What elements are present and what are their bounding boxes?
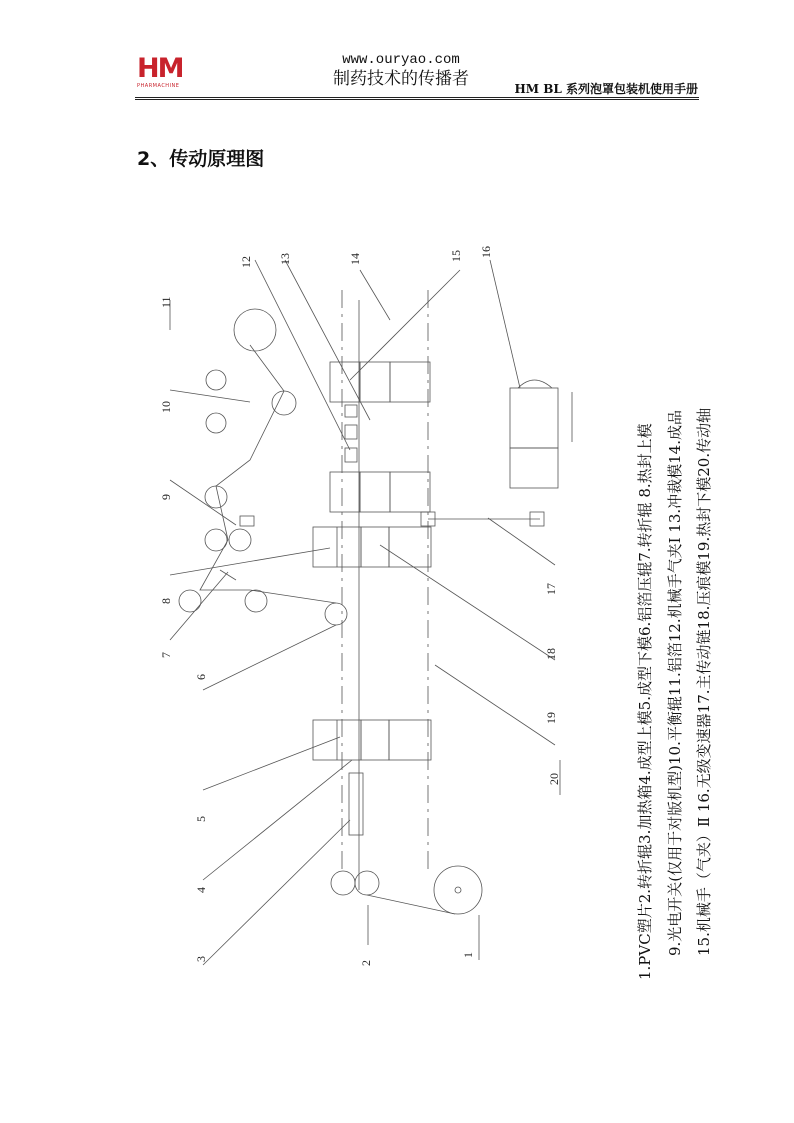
- part-number-8: 8: [159, 598, 173, 604]
- leader-7: [170, 572, 228, 640]
- indent-upper: [330, 472, 360, 512]
- leader-5: [203, 737, 340, 790]
- part-number-17: 17: [544, 583, 558, 595]
- part-number-11: 11: [159, 296, 173, 308]
- roller-9c: [205, 486, 227, 508]
- leader-4: [203, 760, 352, 880]
- roller-7a: [245, 590, 267, 612]
- logo-mark: HM: [137, 53, 183, 84]
- foil-reel: [234, 309, 276, 351]
- legend-line-1: 1.PVC塑片2.转折辊3.加热箱4.成型上模5.成型下模6.铝箔压辊7.转折辊 8.热封上模: [636, 423, 654, 980]
- leader-16: [490, 260, 520, 388]
- gripper-1: [345, 425, 357, 439]
- part-number-1: 1: [461, 952, 475, 958]
- part-number-9: 9: [159, 494, 173, 500]
- punch-lower: [390, 362, 430, 402]
- indent-mid: [360, 472, 390, 512]
- punch-mid: [360, 362, 390, 402]
- gripper-1b: [345, 448, 357, 462]
- leader-18: [380, 545, 555, 660]
- pvc-feed: [367, 895, 455, 914]
- motor-cap: [518, 380, 552, 388]
- site-tagline: 制药技术的传播者: [333, 69, 469, 89]
- leader-19: [435, 665, 555, 745]
- part-number-18: 18: [544, 648, 558, 660]
- part-number-5: 5: [194, 816, 208, 822]
- foil-path: [200, 345, 336, 603]
- part-number-3: 3: [194, 956, 208, 962]
- punch-upper: [330, 362, 360, 402]
- part-number-14: 14: [348, 253, 362, 265]
- leader-17: [488, 518, 555, 565]
- pvc-reel: [434, 866, 482, 914]
- part-number-7: 7: [159, 652, 173, 658]
- forming-lower: [389, 720, 431, 760]
- leader-10: [170, 390, 250, 402]
- legend-line-3: 15.机械手（气夹）Ⅱ 16.无级变速器17.主传动链18.压痕模19.热封下模20.传动轴: [695, 407, 713, 956]
- leader-14: [360, 270, 390, 320]
- gripper-2: [345, 405, 357, 417]
- speed-drive-lower: [510, 448, 558, 488]
- part-number-10: 10: [159, 401, 173, 413]
- leader-8: [170, 548, 330, 575]
- part-number-13: 13: [278, 253, 292, 265]
- balance-roller: [272, 391, 296, 415]
- roller-10b: [206, 413, 226, 433]
- leader-15: [350, 270, 460, 380]
- heating-box: [349, 773, 363, 835]
- seal-mid: [361, 527, 389, 567]
- leader-9: [170, 480, 236, 525]
- part-number-4: 4: [194, 887, 208, 893]
- roller-9a: [229, 529, 251, 551]
- roller-2a: [331, 871, 355, 895]
- part-number-6: 6: [194, 674, 208, 680]
- leader-3: [203, 820, 350, 965]
- roller-6: [325, 603, 347, 625]
- part-number-2: 2: [359, 960, 373, 966]
- part-number-12: 12: [239, 256, 253, 268]
- speed-drive-upper: [510, 388, 558, 448]
- section-heading: 2、传动原理图: [137, 148, 265, 170]
- part-number-16: 16: [479, 246, 493, 258]
- sensor-box: [240, 516, 254, 526]
- seal-lower: [389, 527, 431, 567]
- manual-title: HM BL 系列泡罩包装机使用手册: [514, 82, 698, 96]
- leader-6: [203, 625, 336, 690]
- legend-line-2: 9.光电开关(仅用于对版机型)10.平衡辊11.铝箔12.机械手气夹Ⅰ 13.冲裁模14.成品: [666, 410, 684, 956]
- part-number-20: 20: [547, 773, 561, 785]
- part-number-19: 19: [544, 712, 558, 724]
- part-number-15: 15: [449, 250, 463, 262]
- pvc-reel-hub: [455, 887, 461, 893]
- roller-7b: [179, 590, 201, 612]
- indent-lower: [390, 472, 430, 512]
- logo-subtext: PHARMACHINE: [137, 83, 180, 89]
- forming-mid: [361, 720, 389, 760]
- leader-13: [285, 260, 370, 420]
- site-url[interactable]: www.ouryao.com: [342, 52, 460, 68]
- roller-10a: [206, 370, 226, 390]
